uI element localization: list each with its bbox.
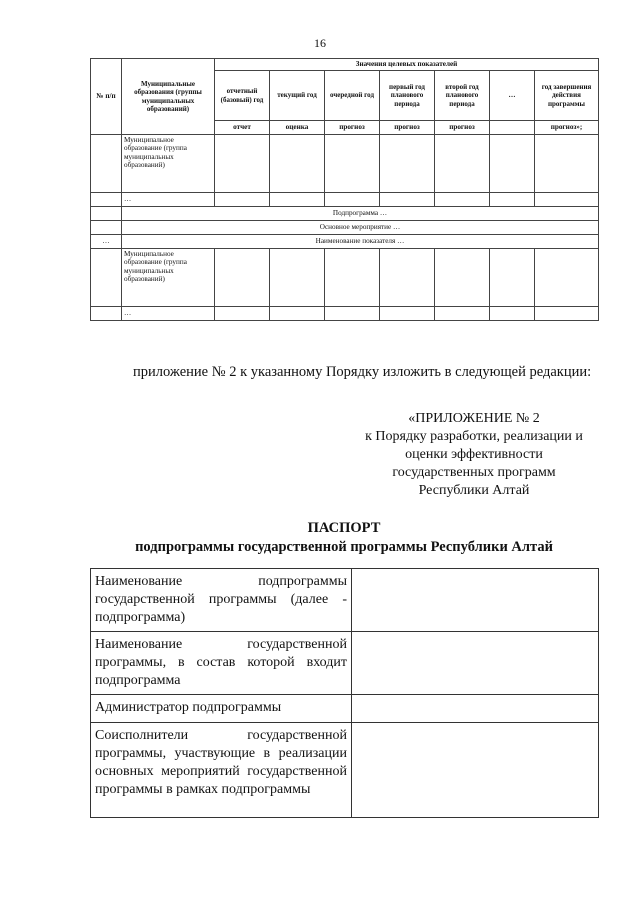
passport-title xyxy=(90,519,598,557)
appendix-line: «ПРИЛОЖЕНИЕ № 2 xyxy=(408,411,540,426)
year-header: текущий год xyxy=(270,71,325,121)
year-header: год завершения действия программы xyxy=(535,71,599,121)
sub-header xyxy=(490,121,535,135)
passport-label: Администратор подпрограммы xyxy=(91,695,352,723)
indicator-table xyxy=(90,58,599,321)
passport-value xyxy=(352,695,599,723)
table-row xyxy=(91,249,599,307)
year-header: отчетный (базовый) год xyxy=(215,71,270,121)
sub-header: отчет xyxy=(215,121,270,135)
appendix-line: государственных программ xyxy=(392,465,556,480)
passport-value xyxy=(352,632,599,695)
title-line: подпрограммы государственной программы Республики Алтай xyxy=(135,539,553,555)
passport-label: Наименование государственной программы, в состав которой входит подпрограмма xyxy=(91,632,352,695)
passport-row xyxy=(91,632,599,695)
table-row xyxy=(91,235,599,249)
title-line: ПАСПОРТ xyxy=(307,520,381,536)
main-event-row: Основное мероприятие … xyxy=(122,221,599,235)
sub-header: прогноз xyxy=(325,121,380,135)
passport-row xyxy=(91,695,599,723)
sub-header: прогноз xyxy=(380,121,435,135)
subprogram-row: Подпрограмма … xyxy=(122,207,599,221)
mo-row-label: Муниципальное образование (группа муниципальных образований) xyxy=(122,135,215,193)
ellipsis-cell: … xyxy=(122,193,215,207)
values-header: Значения целевых показателей xyxy=(215,59,599,71)
year-header: первый год планового периода xyxy=(380,71,435,121)
passport-value xyxy=(352,723,599,818)
sub-header: прогноз»; xyxy=(535,121,599,135)
passport-table xyxy=(90,568,599,818)
page-number: 16 xyxy=(314,36,326,50)
appendix-header xyxy=(350,410,598,500)
table-row xyxy=(91,221,599,235)
ellipsis-cell: … xyxy=(91,235,122,249)
appendix-line: Республики Алтай xyxy=(418,483,530,498)
col-mo-header: Муниципальные образования (группы муниципальных образований) xyxy=(122,59,215,135)
year-header: … xyxy=(490,71,535,121)
passport-row xyxy=(91,723,599,818)
table-row xyxy=(91,207,599,221)
table-row xyxy=(91,135,599,193)
sub-header: оценка xyxy=(270,121,325,135)
table-row xyxy=(91,307,599,321)
body-paragraph: приложение № 2 к указанному Порядку изложить в следующей редакции: xyxy=(133,364,592,380)
appendix-line: к Порядку разработки, реализации и xyxy=(365,429,583,444)
year-header: второй год планового периода xyxy=(435,71,490,121)
passport-value xyxy=(352,569,599,632)
mo-row-label: Муниципальное образование (группа муниципальных образований) xyxy=(122,249,215,307)
col-num-header: № п/п xyxy=(91,59,122,135)
indicator-name-row: Наименование показателя … xyxy=(122,235,599,249)
ellipsis-cell: … xyxy=(122,307,215,321)
passport-label: Соисполнители государственной программы, участвующие в реализации основных мероприятий государственной программы в рамках подпрограммы xyxy=(91,723,352,818)
sub-header: прогноз xyxy=(435,121,490,135)
table-row xyxy=(91,193,599,207)
passport-label: Наименование подпрограммы государственной программы (далее - подпрограмма) xyxy=(91,569,352,632)
year-header: очередной год xyxy=(325,71,380,121)
passport-row xyxy=(91,569,599,632)
appendix-line: оценки эффективности xyxy=(405,447,543,462)
